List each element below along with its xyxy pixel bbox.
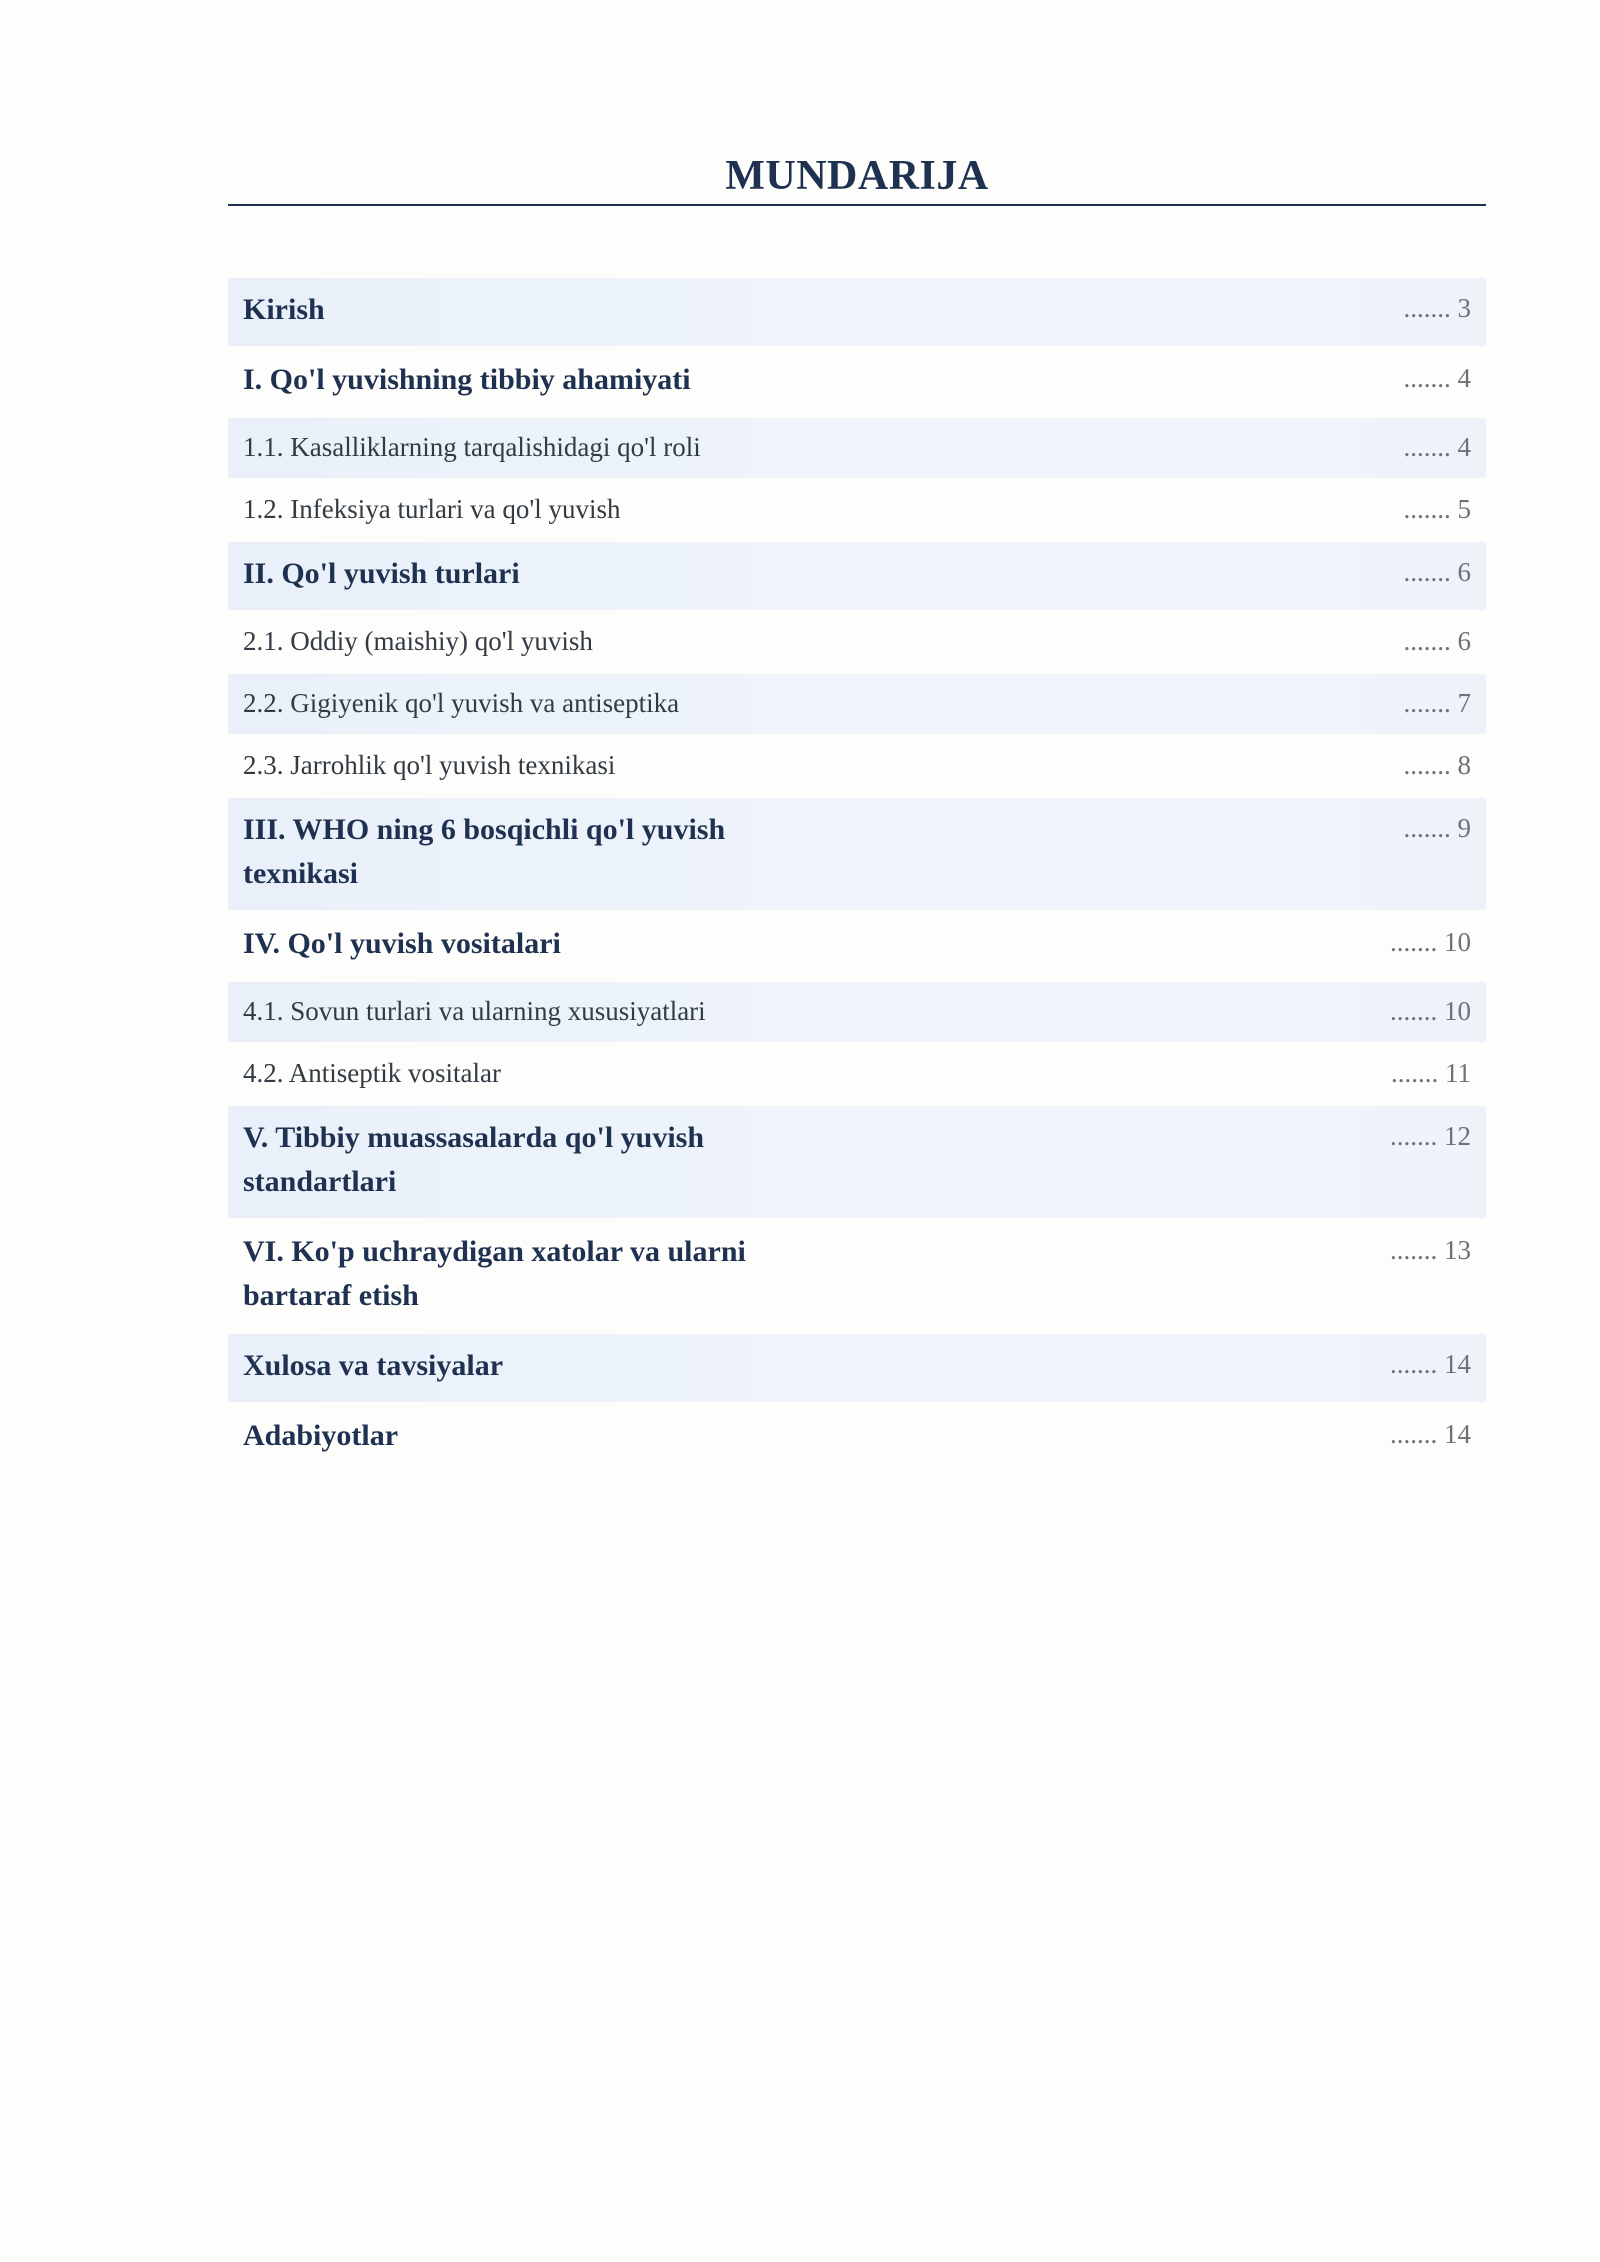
toc-page-number: ....... 4 [1403,432,1471,462]
toc-section-entry[interactable] [228,278,1486,346]
toc-entry-title: IV. Qo'l yuvish vositalari [243,927,561,960]
toc-subsection-entry[interactable] [228,1044,1486,1104]
toc-page-number: ....... 4 [1403,363,1471,393]
toc-section-entry[interactable] [228,1106,1486,1218]
toc-entry-title: I. Qo'l yuvishning tibbiy ahamiyati [243,363,691,396]
toc-page-number: ....... 14 [1390,1419,1471,1449]
toc-page-number: ....... 6 [1403,626,1471,656]
toc-page-number: ....... 8 [1403,750,1471,780]
toc-entry-title: 4.1. Sovun turlari va ularning xususiyatlari [243,996,706,1026]
toc-page-number: ....... 14 [1390,1349,1471,1379]
toc-entry-title: 2.1. Oddiy (maishiy) qo'l yuvish [243,626,593,656]
toc-entry-title: V. Tibbiy muassasalarda qo'l yuvish standartlari [243,1121,705,1198]
toc-page-number: ....... 13 [1390,1235,1471,1265]
toc-entry-title: II. Qo'l yuvish turlari [243,557,520,590]
toc-entry-title: Adabiyotlar [243,1419,399,1452]
toc-entry-title: 1.2. Infeksiya turlari va qo'l yuvish [243,494,621,524]
toc-page-number: ....... 3 [1403,293,1471,323]
toc-entry-title: III. WHO ning 6 bosqichli qo'l yuvish texnikasi [243,813,726,890]
toc-subsection-entry[interactable] [228,612,1486,672]
toc-subsection-entry[interactable] [228,480,1486,540]
toc-entry-title: 4.2. Antiseptik vositalar [243,1058,501,1088]
toc-page-number: ....... 5 [1403,494,1471,524]
toc-page-number: ....... 10 [1390,996,1471,1026]
toc-page-number: ....... 6 [1403,557,1471,587]
page-title: MUNDARIJA [228,150,1486,206]
toc-page-number: ....... 9 [1403,813,1471,843]
toc-subsection-entry[interactable] [228,418,1486,478]
toc-entry-title: Xulosa va tavsiyalar [243,1349,504,1382]
toc-entry-title: Kirish [243,293,325,326]
toc-entry-title: 2.2. Gigiyenik qo'l yuvish va antiseptika [243,688,680,718]
toc-section-entry[interactable] [228,542,1486,610]
toc-section-entry[interactable] [228,348,1486,416]
toc-page-number: ....... 12 [1390,1121,1471,1151]
toc-section-entry[interactable] [228,912,1486,980]
toc-section-entry[interactable] [228,1220,1486,1332]
toc-subsection-entry[interactable] [228,982,1486,1042]
toc-subsection-entry[interactable] [228,736,1486,796]
toc-page-number: ....... 10 [1390,927,1471,957]
toc-entry-title: 2.3. Jarrohlik qo'l yuvish texnikasi [243,750,616,780]
toc-section-entry[interactable] [228,798,1486,910]
toc-subsection-entry[interactable] [228,674,1486,734]
document-page [228,150,1486,1474]
toc-entry-title: 1.1. Kasalliklarning tarqalishidagi qo'l roli [243,432,701,462]
toc-section-entry[interactable] [228,1334,1486,1402]
toc-entry-title: VI. Ko'p uchraydigan xatolar va ularni bartaraf etish [243,1235,746,1312]
table-of-contents [228,278,1486,1472]
toc-section-entry[interactable] [228,1404,1486,1472]
toc-page-number: ....... 11 [1391,1058,1471,1088]
toc-page-number: ....... 7 [1403,688,1471,718]
